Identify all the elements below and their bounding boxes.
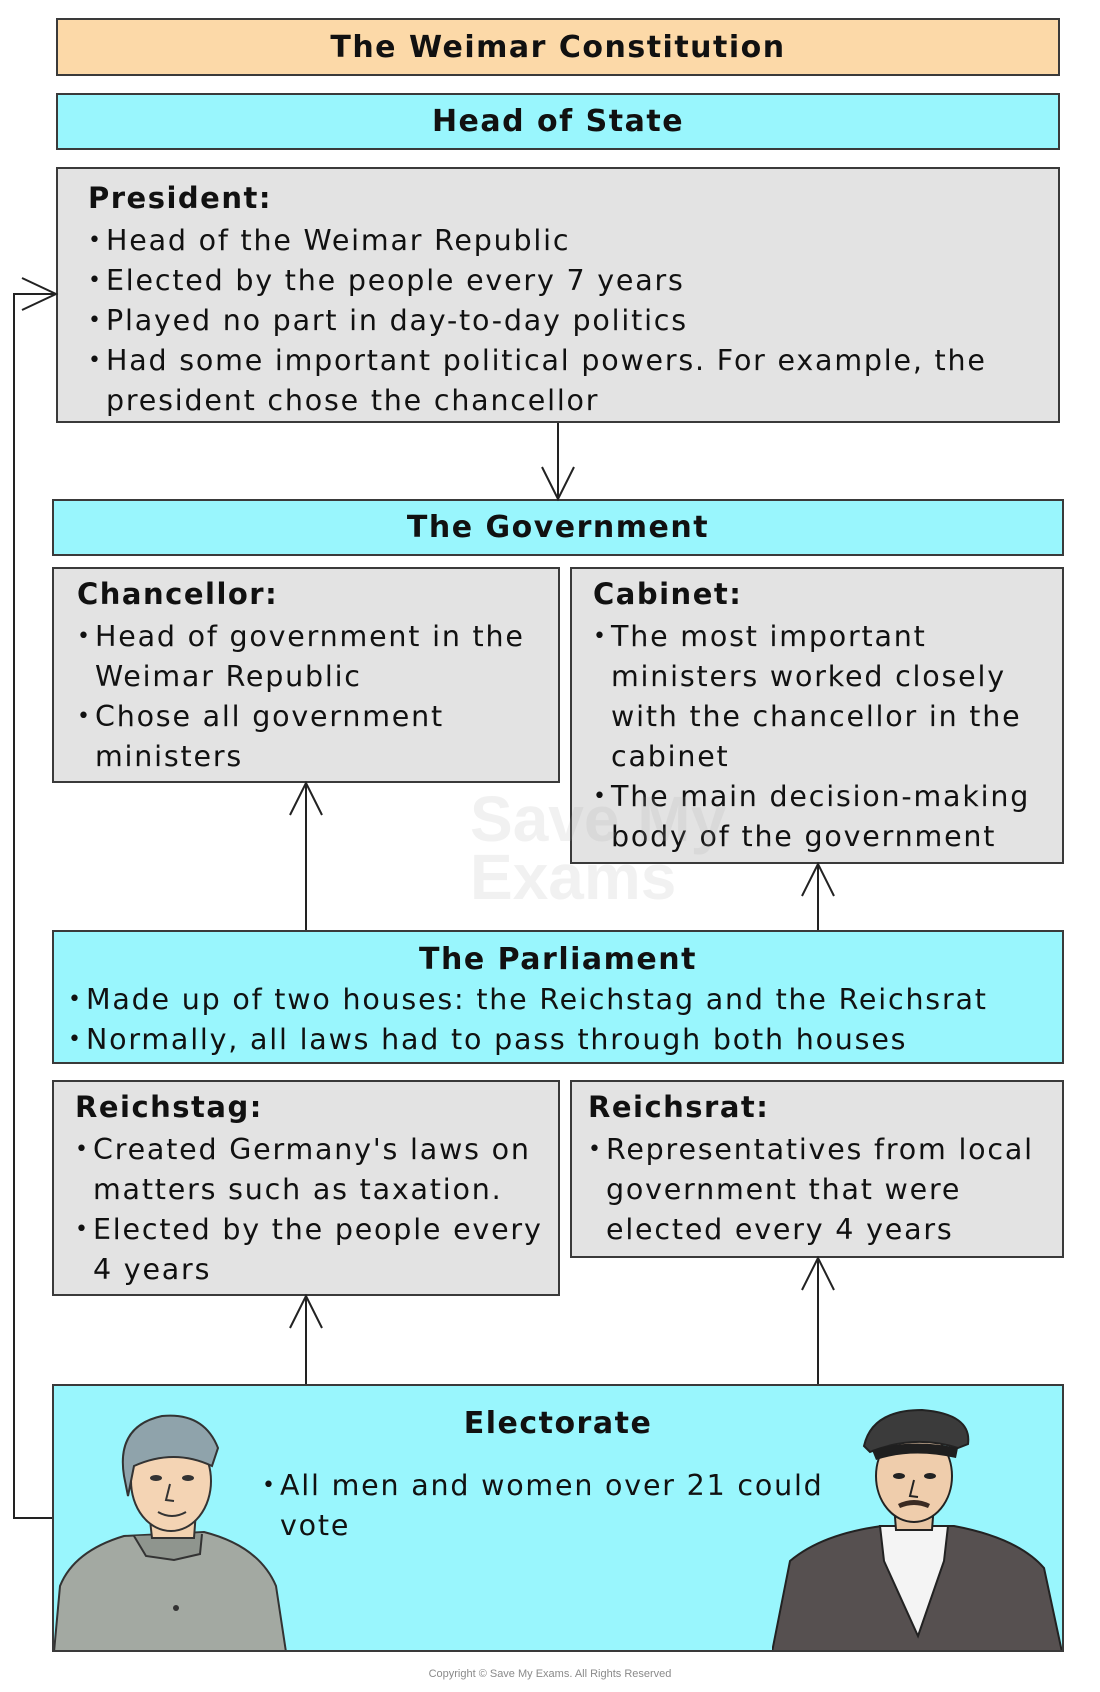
list-item: • Head of the Weimar Republic (88, 221, 1028, 261)
chancellor-label: Chancellor: (77, 577, 279, 611)
watermark: Save My Exams (470, 783, 727, 913)
list-item: • Head of government in the Weimar Republic (77, 617, 547, 697)
reichsrat-label: Reichsrat: (588, 1090, 770, 1124)
reichstag-points (75, 1130, 550, 1290)
government-box (52, 499, 1064, 556)
cabinet-label: Cabinet: (593, 577, 743, 611)
list-item: • The main decision-making body of the government (593, 777, 1053, 857)
diagram-title: The Weimar Constitution (330, 29, 786, 65)
diagram-title-box (56, 18, 1060, 76)
chancellor-points (77, 617, 547, 777)
list-item: • Had some important political powers. For example, the president chose the chancellor (88, 341, 1028, 421)
woman-illustration (54, 1386, 294, 1652)
list-item: • Made up of two houses: the Reichstag and the Reichsrat (68, 980, 1053, 1020)
list-item: • The most important ministers worked closely with the chancellor in the cabinet (593, 617, 1053, 777)
man-illustration (772, 1386, 1062, 1652)
government-heading: The Government (406, 510, 710, 545)
parliament-box (52, 930, 1064, 1064)
list-item: • Played no part in day-to-day politics (88, 301, 1028, 341)
president-box (56, 167, 1060, 423)
reichsrat-box (570, 1080, 1064, 1258)
head-of-state-heading: Head of State (431, 104, 685, 139)
copyright-footer: Copyright © Save My Exams. All Rights Reserved (428, 1668, 672, 1680)
list-item: • Elected by the people every 7 years (88, 261, 1028, 301)
reichstag-box (52, 1080, 560, 1296)
president-label: President: (88, 181, 272, 215)
reichstag-label: Reichstag: (75, 1090, 263, 1124)
parliament-heading: The Parliament (419, 942, 697, 977)
electorate-heading: Electorate (463, 1406, 653, 1441)
list-item: • All men and women over 21 could vote (262, 1466, 862, 1546)
list-item: • Representatives from local government that were elected every 4 years (588, 1130, 1058, 1250)
list-item: • Created Germany's laws on matters such as taxation. (75, 1130, 550, 1210)
reichsrat-points (588, 1130, 1058, 1250)
list-item: • Chose all government ministers (77, 697, 547, 777)
president-points (88, 221, 1028, 421)
chancellor-box (52, 567, 560, 783)
arrow-electorate-to-president (14, 294, 56, 1518)
parliament-points (68, 980, 1053, 1060)
list-item: • Normally, all laws had to pass through both houses (68, 1020, 1053, 1060)
electorate-box (52, 1384, 1064, 1652)
list-item: • Elected by the people every 4 years (75, 1210, 550, 1290)
head-of-state-box (56, 93, 1060, 150)
